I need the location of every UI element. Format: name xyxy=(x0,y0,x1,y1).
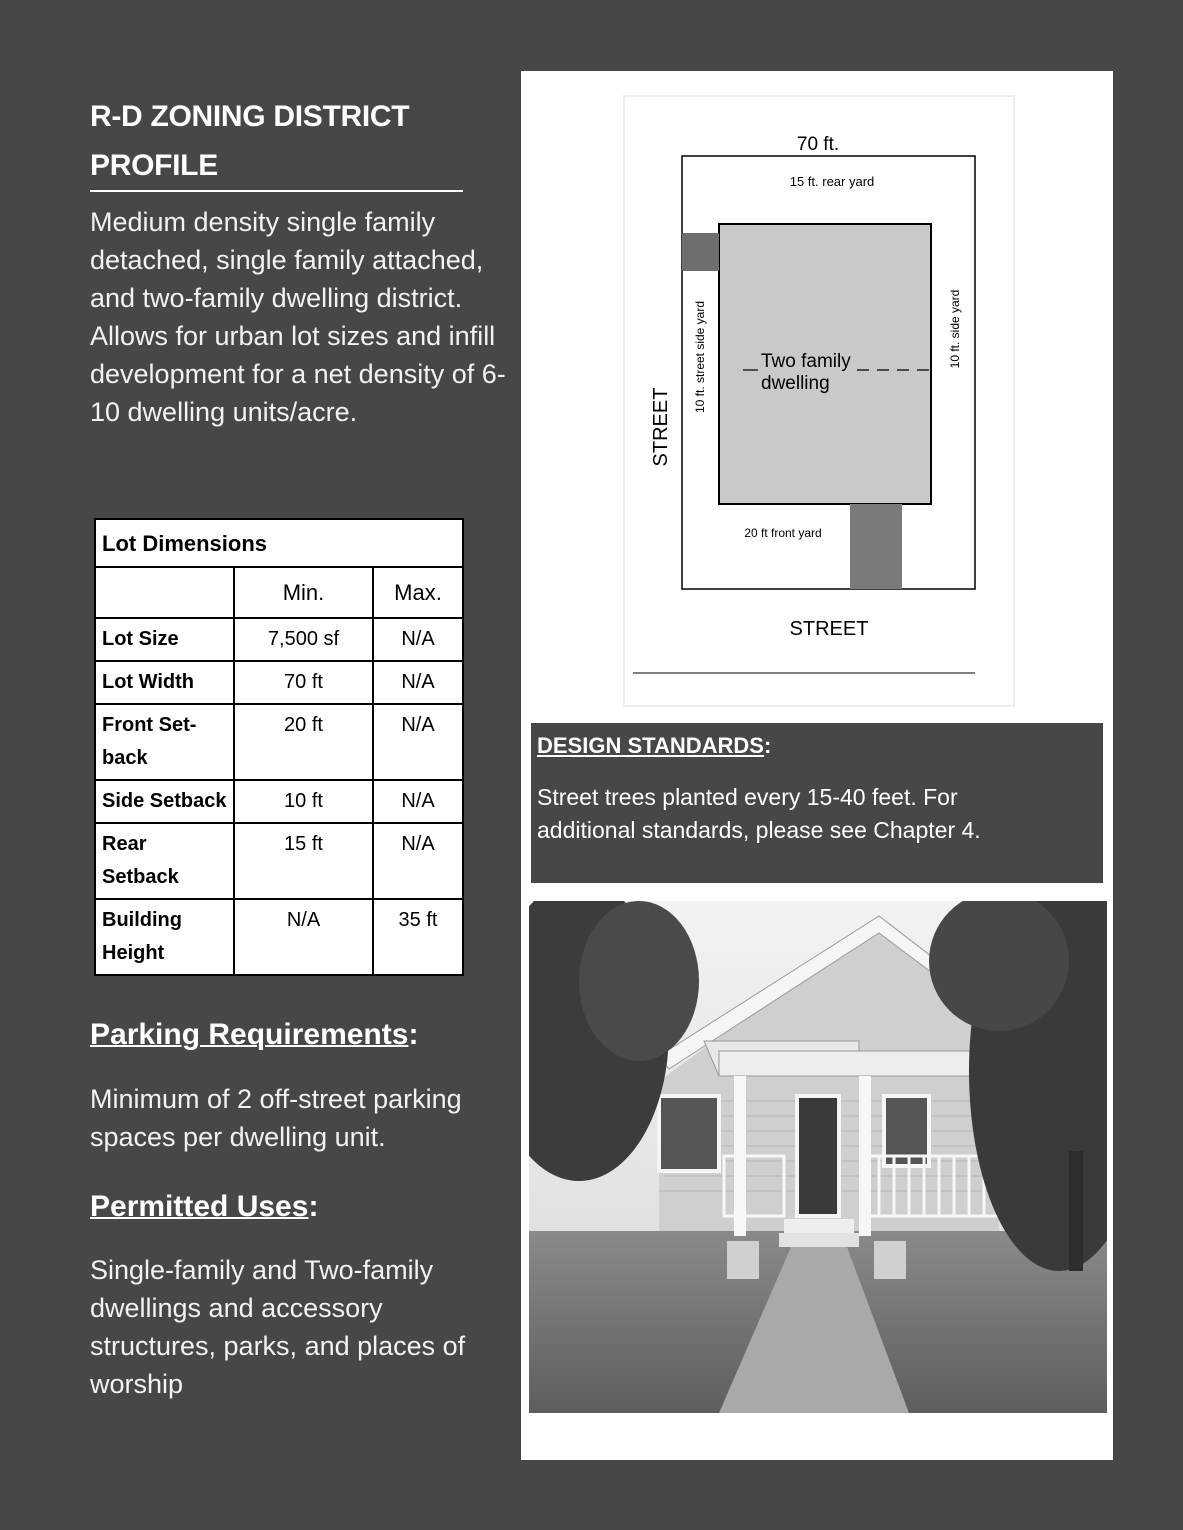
row-max: 35 ft xyxy=(373,899,463,975)
table-row xyxy=(95,899,463,975)
street-bottom-label: STREET xyxy=(789,618,869,640)
district-description: Medium density single family detached, single family attached, and two-family dwelling district. Allows for urban lot sizes and infill development for a net density of 6-10 dwelling units/acre. xyxy=(90,207,506,427)
front-driveway xyxy=(850,504,902,589)
parking-heading-text: Parking Requirements xyxy=(90,1018,409,1051)
side-driveway xyxy=(682,233,719,271)
page-title xyxy=(90,92,463,192)
row-min: N/A xyxy=(234,899,373,975)
design-standards-box xyxy=(531,723,1103,883)
table-title: Lot Dimensions xyxy=(95,519,463,567)
row-max: N/A xyxy=(373,661,463,704)
table-row xyxy=(95,704,463,780)
building-label-line-2: dwelling xyxy=(761,373,830,394)
building-label-line-1: Two family xyxy=(761,351,851,372)
title-line-2: PROFILE xyxy=(90,149,218,182)
table-row xyxy=(95,823,463,899)
row-label: Lot Size xyxy=(95,618,234,661)
window xyxy=(659,1096,719,1171)
row-min: 70 ft xyxy=(234,661,373,704)
street-left-label: STREET xyxy=(650,387,672,467)
front-door xyxy=(797,1096,839,1216)
parking-text: Minimum of 2 off-street parking spaces per dwelling unit. xyxy=(90,1084,462,1152)
table-row xyxy=(95,618,463,661)
uses-heading-text: Permitted Uses xyxy=(90,1190,309,1223)
uses-text: Single-family and Two-family dwellings and accessory structures, parks, and places of worship xyxy=(90,1255,466,1399)
design-heading-text: DESIGN STANDARDS xyxy=(537,733,764,758)
row-label: Building Height xyxy=(95,899,234,975)
row-max: N/A xyxy=(373,823,463,899)
row-max: N/A xyxy=(373,780,463,823)
row-label: Side Setback xyxy=(95,780,234,823)
row-min: 10 ft xyxy=(234,780,373,823)
row-max: N/A xyxy=(373,618,463,661)
house-photo xyxy=(529,901,1107,1413)
rear-yard-label: 15 ft. rear yard xyxy=(789,174,875,189)
front-yard-label: 20 ft front yard xyxy=(744,526,822,540)
street-side-yard-label: 10 ft. street side yard xyxy=(693,300,707,414)
planter xyxy=(727,1241,759,1279)
porch-step xyxy=(779,1233,859,1247)
planter xyxy=(874,1241,906,1279)
row-label: Lot Width xyxy=(95,661,234,704)
uses-heading: Permitted Uses: xyxy=(90,1190,319,1223)
title-line-1: R-D ZONING DISTRICT xyxy=(90,100,410,133)
row-label: Rear Setback xyxy=(95,823,234,899)
lot-width-label: 70 ft. xyxy=(796,134,840,155)
column-header-min: Min. xyxy=(234,567,373,618)
porch-step xyxy=(784,1219,854,1233)
row-label: Front Set-back xyxy=(95,704,234,780)
design-heading: DESIGN STANDARDS: xyxy=(537,733,772,758)
row-min: 15 ft xyxy=(234,823,373,899)
row-min: 20 ft xyxy=(234,704,373,780)
column-header-max: Max. xyxy=(373,567,463,618)
lot-diagram-svg xyxy=(625,97,1013,705)
house-photo-svg xyxy=(529,901,1107,1413)
parking-heading: Parking Requirements: xyxy=(90,1018,419,1051)
tree-trunk xyxy=(1069,1151,1083,1271)
table-row xyxy=(95,661,463,704)
design-text: Street trees planted every 15-40 feet. For additional standards, please see Chapter 4. xyxy=(537,784,981,843)
lot-dimensions-table xyxy=(94,518,464,976)
side-yard-label: 10 ft. side yard xyxy=(948,289,962,369)
lot-diagram xyxy=(623,95,1015,707)
row-min: 7,500 sf xyxy=(234,618,373,661)
empty-header-cell xyxy=(95,567,234,618)
table-row xyxy=(95,780,463,823)
right-panel xyxy=(521,71,1113,1460)
row-max: N/A xyxy=(373,704,463,780)
tree-left-canopy xyxy=(579,901,699,1061)
